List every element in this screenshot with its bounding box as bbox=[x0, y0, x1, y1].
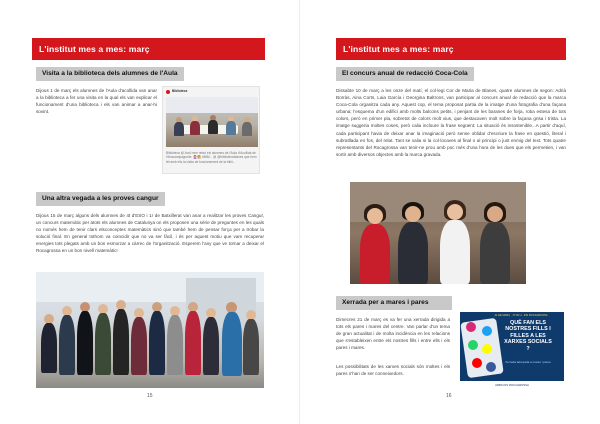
cangur-text: Dijous 15 de març alguns dels alumnes de 4t d'ESO i 1r de Batxillerat van anar a realitzar les proves Cangur, un concurs matemàtic per atots els alumnes de Catalunya on els proposen una sèrie de preguntes en les quals no només hem de tenir clars elsconceptes matemàtics sinó que també hem de pensar força per a trobar la solució final. En general tothom va coincidir que no va ser fàcil, i és per aquest motiu que vam recuperar energies tots plegats amb un bon esmorzar a càrrec de l'organització. Esperem l'any que ve tornar a deixar el Rocagrossa en un bon nivell matemàtic! bbox=[36, 213, 264, 254]
talk-text-2: Les possibilitats de les xarxes socials són moltes i els pares n'han de ser conneixedors. bbox=[336, 364, 450, 377]
poster-date-line: 21 DE MARÇ · 17:30 H · INS ROCAGROSSA bbox=[494, 314, 548, 317]
photo-header: Biblioteca bbox=[172, 89, 188, 93]
facebook-icon bbox=[486, 362, 496, 372]
whatsapp-icon bbox=[468, 340, 478, 350]
library-visit-text: Dijous 1 de març els alumnes de l'Aula d'acollida van anar a la biblioteca a fer una visita en la qual els van explicar el funcionament d'una biblioteca i els van animar a anar-hi sovint. bbox=[36, 88, 157, 115]
snapchat-icon bbox=[482, 344, 492, 354]
section-title-cangur: Una altra vegada a les proves cangur bbox=[36, 192, 165, 206]
library-room-scene bbox=[166, 97, 258, 147]
coca-cola-students-photo bbox=[350, 182, 526, 284]
library-photo-caption: Biblioteca @ Avui hem rebut els alumnes de l'Aula d'Acollida de l'#Inscampagnolle. 👩🏻‍🦰👩🏼 #BiBl... @ @bibliotecablanes que hem fet amb ells la visita de funcionament de la bibli... bbox=[166, 151, 257, 164]
section-title-library-visit: Visita a la biblioteca dels alumnes de l'Aula bbox=[36, 67, 184, 81]
talk-text: Dimecres 21 de març es va fer una xerrada dirigida a tots els pares i mares del centre. Van parlar d'un tema de gran actualitat i de molta incidència en les relacions que s'estableixen entre els nostres fills i entre ells i els pares i mares. bbox=[336, 317, 450, 351]
page-number: 16 bbox=[446, 393, 452, 399]
poster-title: QUÈ FAN ELS NOSTRES FILLS I FILLES A LES XARXES SOCIALS ? bbox=[504, 320, 552, 352]
instagram-icon bbox=[466, 322, 476, 332]
social-media-talk-poster bbox=[460, 312, 564, 388]
poster-footer: AMPA INS ROCAGROSSA bbox=[460, 381, 564, 388]
cangur-group-photo bbox=[36, 272, 264, 388]
library-photo bbox=[162, 86, 260, 174]
coca-cola-text: Dissabte 10 de març a les onze del matí, el col·legi Cor de Maria de Blanes, quatre alumnes de segon: Adrià Borràs, Aina Corts, Laia García i Georgina Baltrons, van participar al concurs anual de redacció que la marca Coca-Cola organitza cada any. Aquest cop, el tema proposat partia de la imatge d'una fotografia d'una façana urbana; l'esquema d'un edifici amb molts balcons petits, i penjant de les baranes de forja, roba estesa de tots colors, però en primer pla, sobretot de colors molt vius, que destacaven molt sobre la façana grisa i trista. La imatge suggeria moltes coses, però calia incloure la frase següent: La situació és insostenible...A partir d'aquí, cada participant havia de deixar anar la imaginació però sense oblidar d'escriure la frase en qüestió, literal i subratllada en fos, del relat. Tant se valia si la col·locaves al final o al principi o just enmig del text. Tots quatre representants del Rocagrossa van tenir-ne prou amb poc més d'una hora de les dues que els permetien, i van sortir amb diversos objectes amb la marca gravada. bbox=[336, 88, 566, 157]
twitter-icon bbox=[482, 326, 492, 336]
page-banner: L'institut mes a mes: març bbox=[32, 38, 265, 60]
page-right bbox=[300, 0, 600, 424]
library-logo-icon bbox=[166, 90, 170, 94]
youtube-icon bbox=[472, 358, 482, 368]
page-banner: L'institut mes a mes: març bbox=[336, 38, 566, 60]
section-title-talk: Xerrada per a mares i pares bbox=[336, 296, 452, 310]
page-number: 15 bbox=[147, 393, 153, 399]
poster-subtitle: Xerrada adreçada a mares i pares bbox=[505, 360, 551, 364]
section-title-coca-cola: El concurs anual de redacció Coca-Cola bbox=[336, 67, 474, 81]
